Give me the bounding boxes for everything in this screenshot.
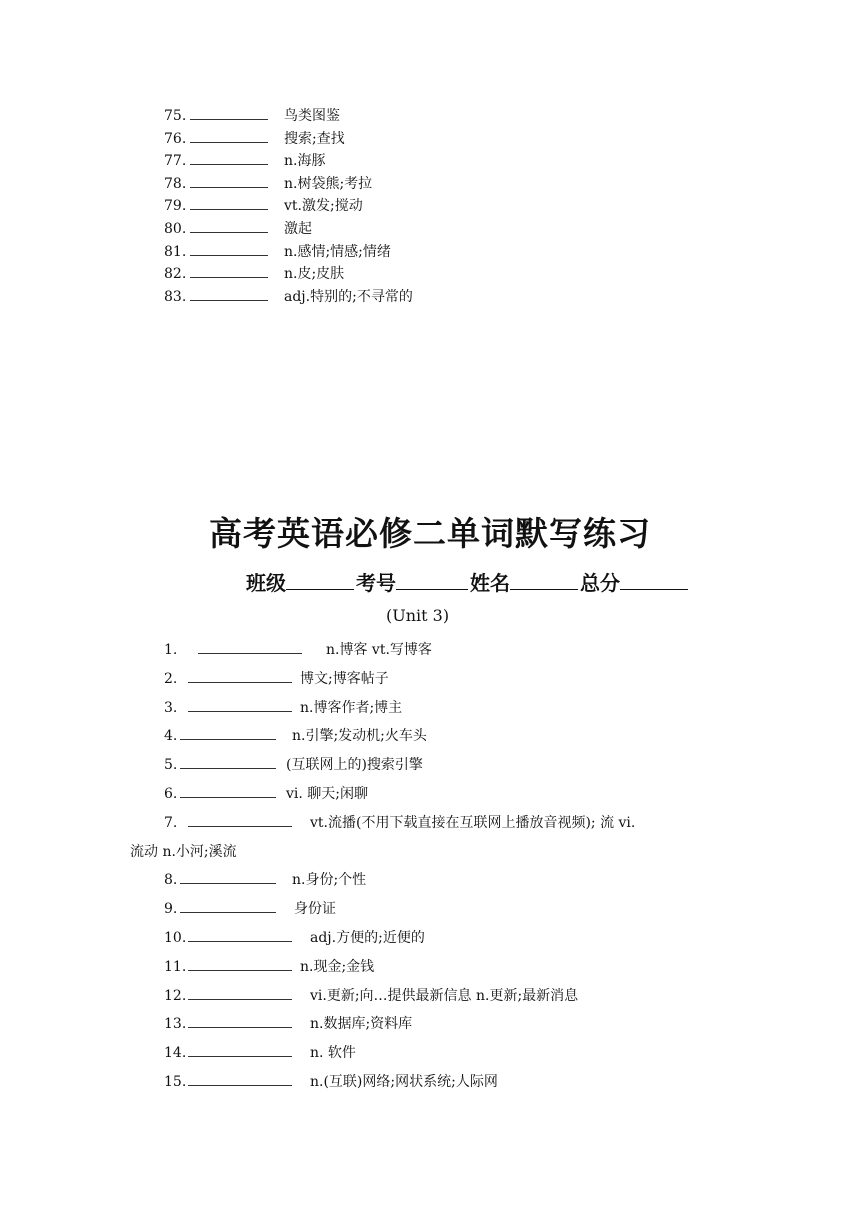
list-item <box>164 194 413 217</box>
item-number: 1. <box>164 642 178 658</box>
item-definition: 博文;博客帖子 <box>300 670 389 687</box>
answer-blank[interactable] <box>188 667 292 683</box>
name-label: 姓名 <box>470 571 510 595</box>
answer-blank[interactable] <box>188 1012 292 1028</box>
item-definition: 搜索;查找 <box>284 130 345 147</box>
item-definition: n.引擎;发动机;火车头 <box>292 728 427 745</box>
class-blank[interactable] <box>286 569 354 590</box>
answer-blank[interactable] <box>180 868 276 884</box>
answer-blank[interactable] <box>190 127 268 143</box>
item-definition: n.数据库;资料库 <box>310 1016 413 1033</box>
answer-blank[interactable] <box>180 724 276 740</box>
list-item <box>130 751 770 780</box>
item-definition: vt.流播(不用下载直接在互联网上播放音视频); 流 vi. <box>310 814 636 831</box>
exam-number-label: 考号 <box>356 571 396 595</box>
item-definition: adj.特别的;不寻常的 <box>284 288 413 305</box>
list-item <box>130 982 770 1011</box>
answer-blank[interactable] <box>190 262 268 278</box>
item-number: 12. <box>164 987 187 1004</box>
item-number: 8. <box>164 872 178 889</box>
list-item <box>164 149 413 172</box>
answer-blank[interactable] <box>190 194 268 210</box>
answer-blank[interactable] <box>188 1041 292 1057</box>
list-item <box>130 866 770 895</box>
item-definition: n.博客 vt.写博客 <box>326 642 432 658</box>
answer-blank[interactable] <box>180 753 276 769</box>
list-item <box>164 262 413 285</box>
item-definition: n. 软件 <box>310 1045 356 1062</box>
item-definition: n.感情;情感;情绪 <box>284 243 391 260</box>
exam-number-blank[interactable] <box>396 569 468 590</box>
item-number: 11. <box>164 958 187 975</box>
item-definition: n.博客作者;博主 <box>300 699 403 716</box>
item-number: 75. <box>164 108 187 124</box>
item-number: 79. <box>164 198 187 215</box>
list-item <box>164 172 413 195</box>
list-item <box>130 780 770 809</box>
item-number: 9. <box>164 901 178 918</box>
answer-blank[interactable] <box>180 897 276 913</box>
list-item <box>130 665 770 694</box>
item-definition: n.(互联)网络;网状系统;人际网 <box>310 1073 498 1090</box>
item-definition: n.海豚 <box>284 153 326 170</box>
list-item <box>164 217 413 240</box>
class-label: 班级 <box>246 571 286 595</box>
item-definition: n.现金;金钱 <box>300 958 375 975</box>
answer-blank[interactable] <box>188 696 292 712</box>
answer-blank[interactable] <box>190 104 268 120</box>
worksheet-title: 高考英语必修二单词默写练习 <box>209 514 651 553</box>
list-item <box>130 722 770 751</box>
item-number: 4. <box>164 728 178 745</box>
student-info-line <box>246 567 690 596</box>
item-number: 83. <box>164 288 187 305</box>
list-item <box>164 104 413 127</box>
list-item <box>130 953 770 982</box>
vocab-list-previous <box>164 104 413 307</box>
item-number: 3. <box>164 699 178 716</box>
item-definition-continued: 流动 n.小河;溪流 <box>130 843 237 860</box>
list-item <box>164 127 413 150</box>
score-label: 总分 <box>580 571 620 595</box>
list-item <box>130 636 770 665</box>
item-definition: n.树袋熊;考拉 <box>284 175 373 192</box>
list-item <box>164 285 413 308</box>
list-item <box>130 1039 770 1068</box>
item-number: 80. <box>164 220 187 237</box>
item-number: 82. <box>164 266 187 283</box>
item-number: 81. <box>164 243 187 260</box>
answer-blank[interactable] <box>188 926 292 942</box>
answer-blank[interactable] <box>188 1070 292 1086</box>
answer-blank[interactable] <box>198 638 302 654</box>
score-blank[interactable] <box>620 569 688 590</box>
item-definition: vt.激发;搅动 <box>284 198 363 215</box>
item-number: 6. <box>164 785 178 802</box>
item-number: 76. <box>164 130 187 147</box>
item-number: 14. <box>164 1045 187 1062</box>
item-number: 78. <box>164 175 187 192</box>
answer-blank[interactable] <box>190 240 268 256</box>
item-definition: n.身份;个性 <box>292 872 367 889</box>
unit-heading: (Unit 3) <box>386 606 450 625</box>
list-item <box>130 1010 770 1039</box>
item-definition: 激起 <box>284 220 312 237</box>
item-number: 2. <box>164 670 178 687</box>
item-number: 77. <box>164 153 187 170</box>
list-item <box>130 809 770 838</box>
answer-blank[interactable] <box>188 811 292 827</box>
item-definition: (互联网上的)搜索引擎 <box>286 757 423 774</box>
list-item <box>164 240 413 263</box>
answer-blank[interactable] <box>190 285 268 301</box>
answer-blank[interactable] <box>190 217 268 233</box>
answer-blank[interactable] <box>190 149 268 165</box>
answer-blank[interactable] <box>188 955 292 971</box>
item-number: 15. <box>164 1073 187 1090</box>
item-definition: adj.方便的;近便的 <box>310 929 425 946</box>
item-definition: vi. 聊天;闲聊 <box>286 785 369 802</box>
item-number: 10. <box>164 929 187 946</box>
item-definition: 身份证 <box>294 901 336 918</box>
list-item-continuation <box>130 838 770 867</box>
list-item <box>130 1068 770 1097</box>
item-definition: vi.更新;向…提供最新信息 n.更新;最新消息 <box>310 987 579 1004</box>
list-item <box>130 694 770 723</box>
item-definition: 鸟类图鉴 <box>284 108 340 124</box>
list-item <box>130 895 770 924</box>
answer-blank[interactable] <box>188 984 292 1000</box>
vocab-list-unit3 <box>130 636 770 1097</box>
item-number: 5. <box>164 757 178 774</box>
item-number: 13. <box>164 1016 187 1033</box>
item-definition: n.皮;皮肤 <box>284 266 345 283</box>
name-blank[interactable] <box>510 569 578 590</box>
item-number: 7. <box>164 814 178 831</box>
answer-blank[interactable] <box>180 782 276 798</box>
list-item <box>130 924 770 953</box>
answer-blank[interactable] <box>190 172 268 188</box>
